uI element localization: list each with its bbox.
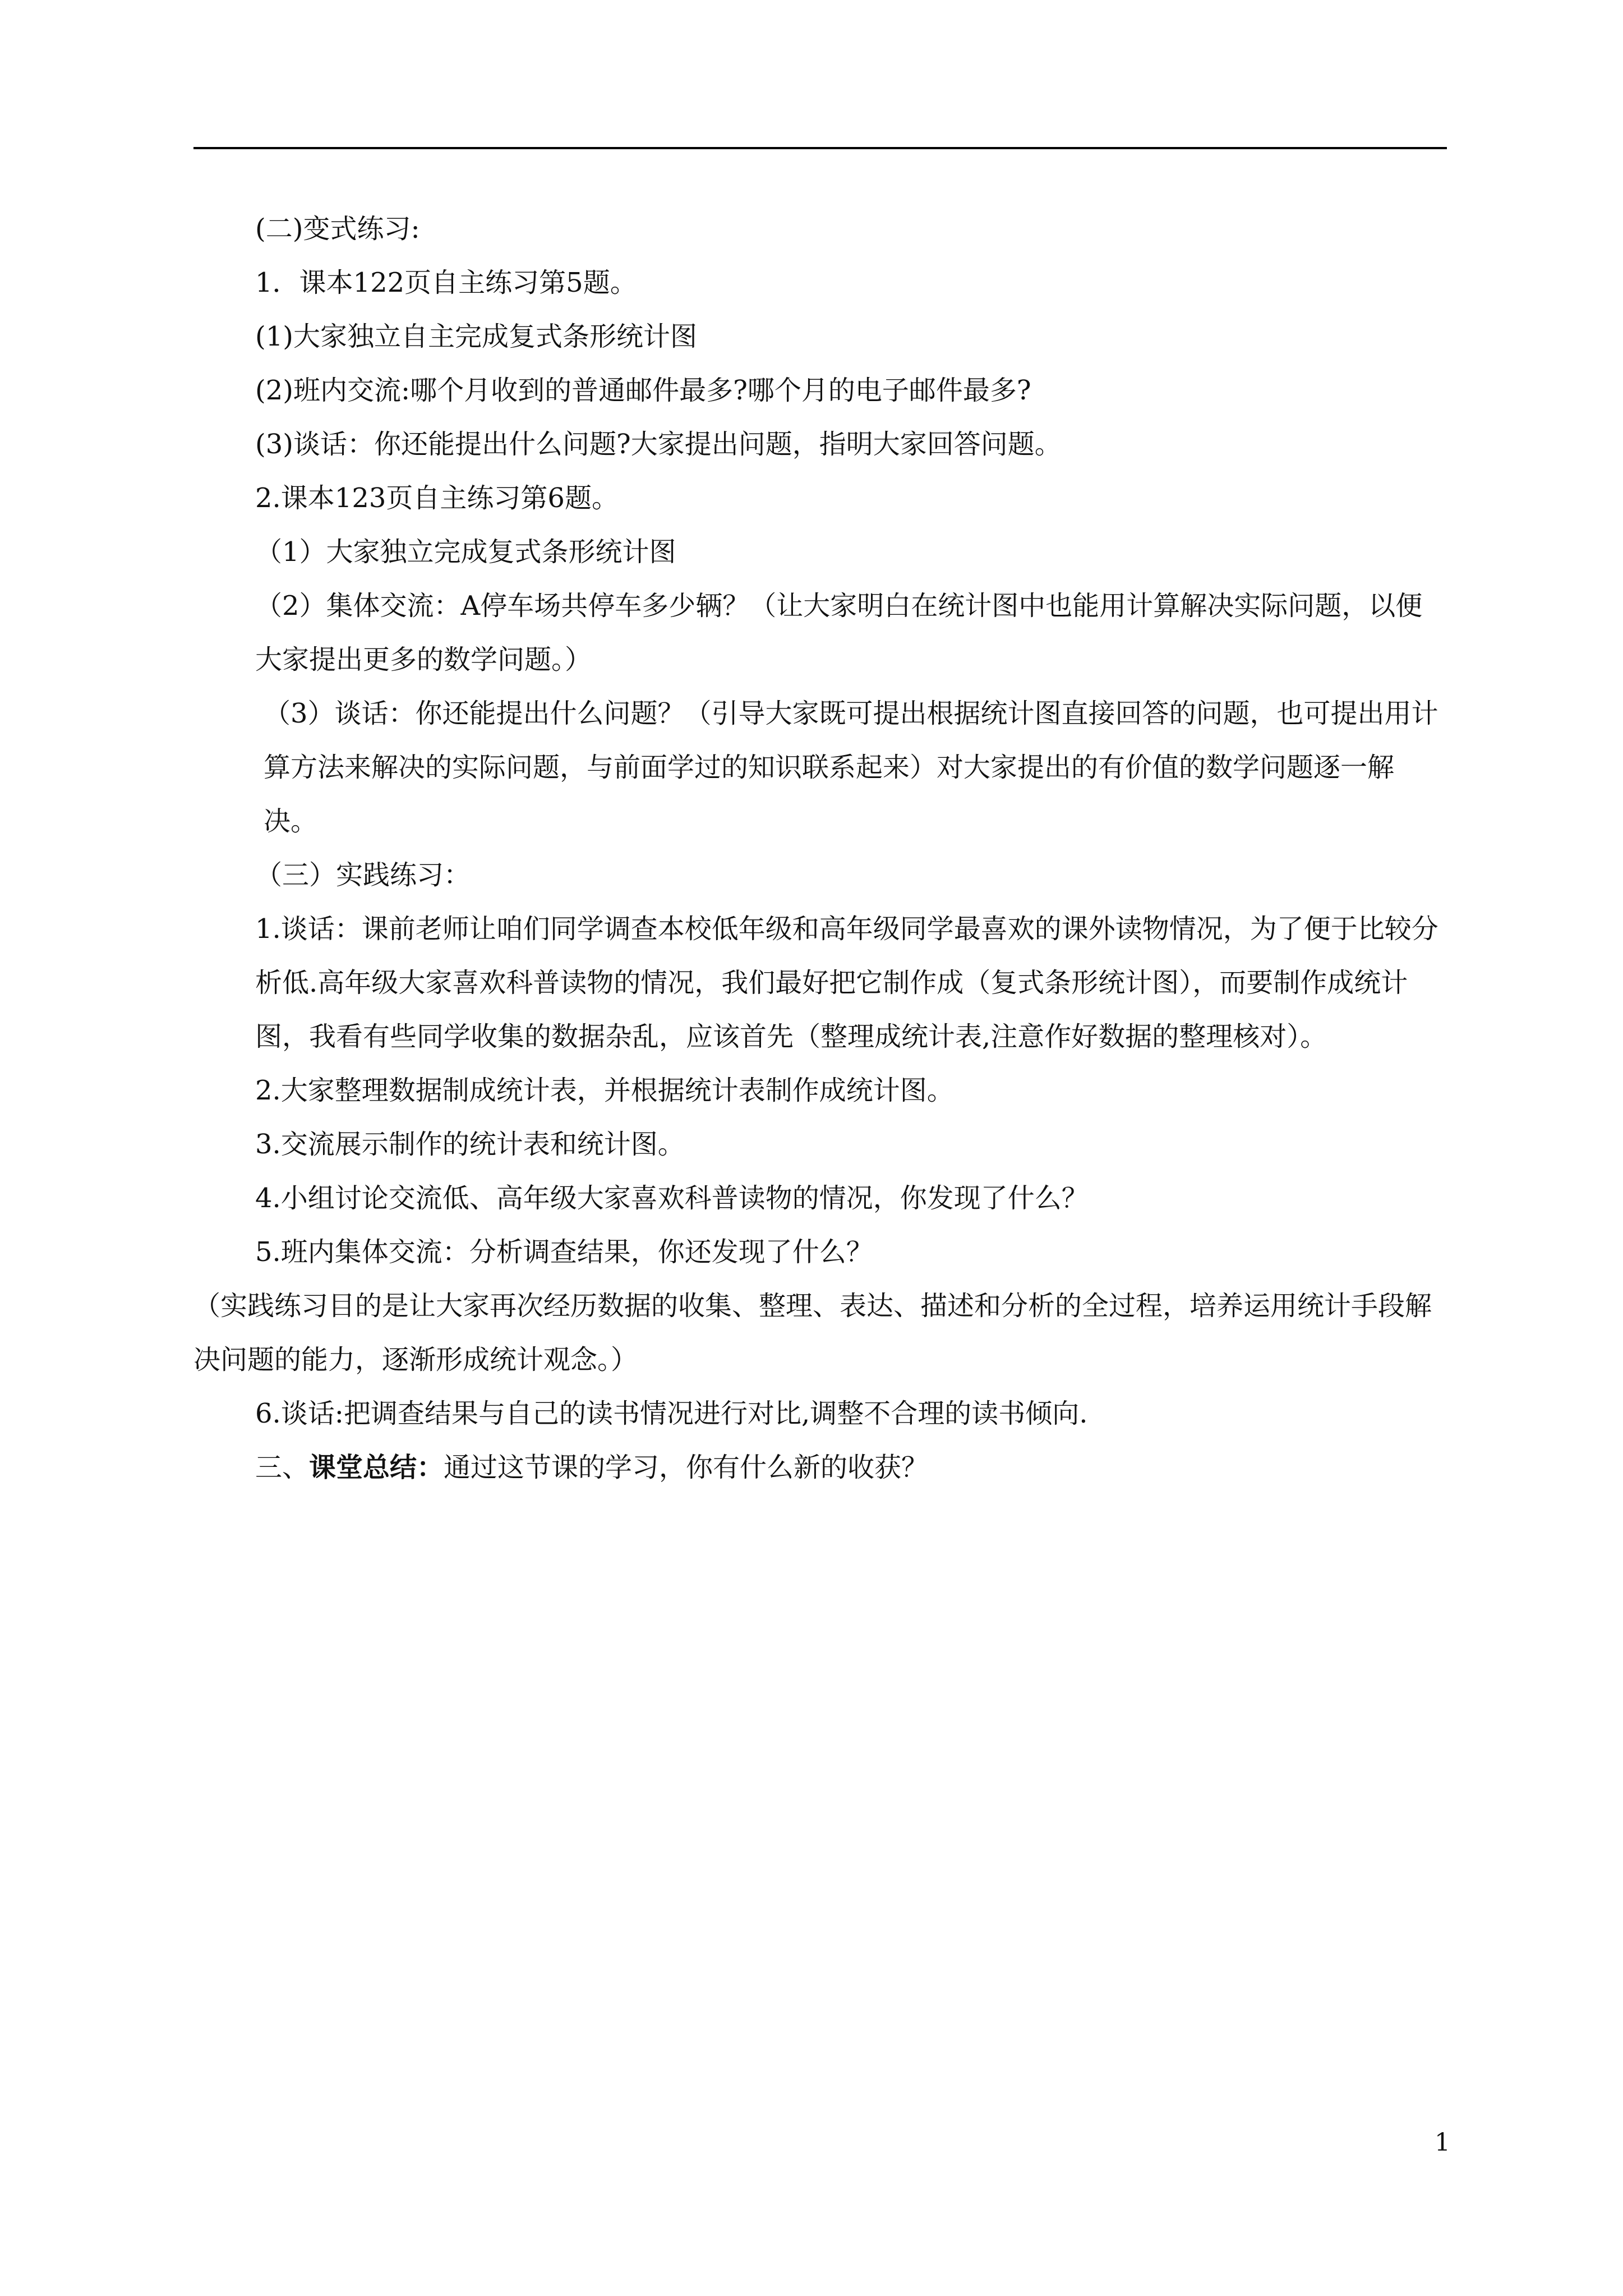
- practice-item-6: 6.谈话:把调查结果与自己的读书情况进行对比,调整不合理的读书倾向.: [255, 1398, 1088, 1429]
- class-summary: [193, 1441, 1447, 1494]
- practice-item-1: 1.谈话：课前老师让咱们同学调查本校低年级和高年级同学最喜欢的课外读物情况，为了便于比较分析低.高年级大家喜欢科普读物的情况，我们最好把它制作成（复式条形统计图），而要制作成统计图，我看有些同学收集的数据杂乱，应该首先（整理成统计表,注意作好数据的整理核对）。: [255, 913, 1438, 1052]
- practice-item-4: 4.小组讨论交流低、高年级大家喜欢科普读物的情况，你发现了什么？: [255, 1182, 1089, 1214]
- section-heading-practice: （三）实践练习：: [255, 859, 471, 891]
- exercise-subitem-1-2: (2)班内交流:哪个月收到的普通邮件最多?哪个月的电子邮件最多?: [255, 375, 1031, 406]
- section-heading-variant-practice: (二)变式练习:: [255, 213, 420, 245]
- practice-item-2: 2.大家整理数据制成统计表，并根据统计表制作成统计图。: [255, 1075, 954, 1106]
- exercise-subitem-1-1: (1)大家独立自主完成复式条形统计图: [255, 321, 697, 352]
- exercise-subitem-2-2: （2）集体交流：A停车场共停车多少辆？（让大家明白在统计图中也能用计算解决实际问题，以便大家提出更多的数学问题。）: [255, 590, 1423, 675]
- class-summary-label: 课堂总结：: [309, 1452, 444, 1483]
- exercise-subitem-2-1: （1）大家独立完成复式条形统计图: [255, 536, 676, 568]
- page-number: 1: [1435, 2128, 1450, 2157]
- exercise-subitem-2-3: （3）谈话：你还能提出什么问题？（引导大家既可提出根据统计图直接回答的问题，也可提出用计算方法来解决的实际问题，与前面学过的知识联系起来）对大家提出的有价值的数学问题逐一解决。: [264, 698, 1438, 837]
- practice-item-3: 3.交流展示制作的统计表和统计图。: [255, 1129, 685, 1160]
- practice-item-5: 5.班内集体交流：分析调查结果，你还发现了什么？: [255, 1236, 873, 1268]
- class-summary-prefix: 三、: [255, 1452, 310, 1483]
- header-rule: [193, 147, 1447, 149]
- document-body: [193, 202, 1447, 1494]
- practice-purpose-note: （实践练习目的是让大家再次经历数据的收集、整理、表达、描述和分析的全过程，培养运用统计手段解决问题的能力，逐渐形成统计观念。）: [193, 1290, 1432, 1375]
- exercise-subitem-1-3: (3)谈话：你还能提出什么问题?大家提出问题，指明大家回答问题。: [255, 429, 1062, 460]
- exercise-item-2: 2.课本123页自主练习第6题。: [255, 482, 619, 514]
- exercise-item-1: 1．课本122页自主练习第5题。: [255, 267, 637, 298]
- class-summary-text: 通过这节课的学习，你有什么新的收获？: [444, 1452, 929, 1483]
